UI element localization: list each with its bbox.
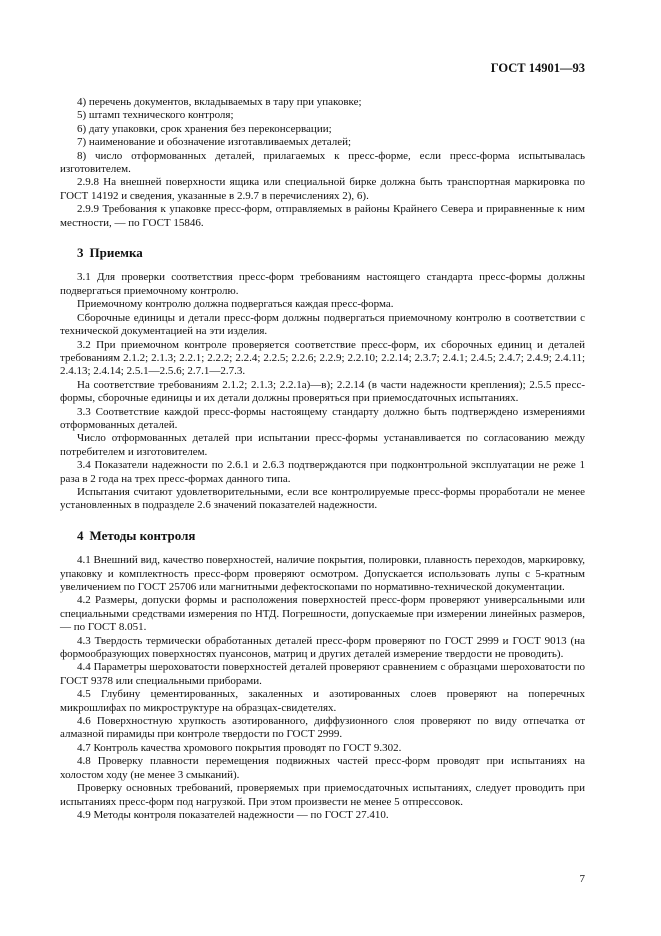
paragraph: Проверку основных требований, проверяемых при приемосдаточных испытаниях, следует проводить при испытаниях пресс-форм под нагрузкой. При этом произвести не менее 5 отпрессовок. [60,782,585,808]
section-number: 3 [77,245,84,261]
paragraph: 4.2 Размеры, допуски формы и расположения поверхностей пресс-форм проверяют универсальными или специальными средствами измерения по НТД. Погрешности, допускаемые при измерении линейных размеров, — по ГОСТ 8.051. [60,594,585,634]
section-heading [77,246,585,259]
list-item: 4) перечень документов, вкладываемых в тару при упаковке; [77,96,362,108]
paragraph: 3.3 Соответствие каждой пресс-формы настоящему стандарту должно быть подтверждено измерениями отформованных деталей. [60,405,585,431]
paragraph: 4.9 Методы контроля показателей надежности — по ГОСТ 27.410. [77,808,389,821]
document-body [60,96,585,822]
section-heading [77,529,585,542]
section-number: 4 [77,527,84,543]
paragraph: 4.3 Твердость термически обработанных деталей пресс-форм проверяют по ГОСТ 2999 и ГОСТ 9013 (на формообразующих поверхностях пуансонов, матриц и других деталей измерение твердости не проводить). [60,634,585,661]
list-item: 8) число отформованных деталей, прилагаемых к пресс-форме, если пресс-форма испытывалась изготовителем. [60,149,585,176]
list-item: 5) штамп технического контроля; [77,109,234,122]
paragraph: 3.2 При приемочном контроле проверяется соответствие пресс-форм, их сборочных единиц и деталей требованиям 2.1.2; 2.1.3; 2.2.1; 2.2.2; 2.2.4; 2.2.5; 2.2.6; 2.2.9; 2.2.10; 2.2.14; 2.3.7; 2.4.1; 2.4.5; 2.4.7; 2.4.9; 2.4.11; 2.4.13; 2.4.14; 2.5.1—2.5.6; 2.7.1—2.7.3. [60,338,585,378]
page-number: 7 [579,873,585,885]
paragraph: 4.6 Поверхностную хрупкость азотированного, диффузионного слоя проверяют по виду отпечатка от алмазной пирамиды при контроле твердости по ГОСТ 2999. [60,715,585,741]
section-title: Приемка [89,245,143,261]
list-items [60,96,585,176]
list-item: 6) дату упаковки, срок хранения без переконсервации; [77,122,332,135]
paragraph: 3.4 Показатели надежности по 2.6.1 и 2.6.3 подтверждаются при подконтрольной эксплуатации не реже 1 раза в 2 года на трех пресс-формах данного типа. [60,459,585,485]
doc-code-header: ГОСТ 14901—93 [490,61,585,75]
paragraph: Испытания считают удовлетворительными, если все контролируемые пресс-формы проработали не менее установленных в подразделе 2.6 значений показателей надежности. [60,485,585,512]
paragraph: 2.9.8 На внешней поверхности ящика или специальной бирке должна быть транспортная маркировка по ГОСТ 14192 и сведения, указанные в 2.9.7 в перечислениях 2), 6). [60,176,585,202]
section-title: Методы контроля [89,527,196,543]
paragraph: 4.7 Контроль качества хромового покрытия проводят по ГОСТ 9.302. [77,741,402,754]
paragraph: 4.4 Параметры шероховатости поверхностей деталей проверяют сравнением с образцами шероховатости по ГОСТ 9378 или специальными приборами. [60,661,585,687]
paragraph: 3.1 Для проверки соответствия пресс-форм требованиям настоящего стандарта пресс-формы должны подвергаться приемочному контролю. [60,271,585,297]
paragraph: 4.8 Проверку плавности перемещения подвижных частей пресс-форм проводят при испытаниях на холостом ходу (не менее 3 смыканий). [60,755,585,781]
paragraph: На соответствие требованиям 2.1.2; 2.1.3; 2.2.1а)—в); 2.2.14 (в части надежности крепления); 2.5.5 пресс-формы, сборочные единицы и их детали должны проверяться при приемосдаточных испытаниях. [60,378,585,405]
paragraph: Приемочному контролю должна подвергаться каждая пресс-форма. [77,298,394,311]
paragraph: Сборочные единицы и детали пресс-форм должны подвергаться приемочному контролю в соответствии с технической документацией на эти изделия. [60,311,585,338]
paragraph: 4.5 Глубину цементированных, закаленных и азотированных слоев проверяют на поперечных микрошлифах по микроструктуре на образцах-свидетелях. [60,688,585,714]
paragraph: Число отформованных деталей при испытании пресс-формы устанавливается по согласованию между потребителем и изготовителем. [60,432,585,458]
paragraph: 2.9.9 Требования к упаковке пресс-форм, отправляемых в районы Крайнего Севера и приравненные к ним местности, — по ГОСТ 15846. [60,203,585,229]
paragraph: 4.1 Внешний вид, качество поверхностей, наличие покрытия, полировки, плавность переходов, маркировку, упаковку и комплектность пресс-форм проверяют осмотром. Допускается использовать лупы с 5-кратным увеличением по ГОСТ 25706 или магнитными дефектоскопами по нормативно-технической документации. [60,554,585,593]
list-item: 7) наименование и обозначение изготавливаемых деталей; [77,136,352,149]
